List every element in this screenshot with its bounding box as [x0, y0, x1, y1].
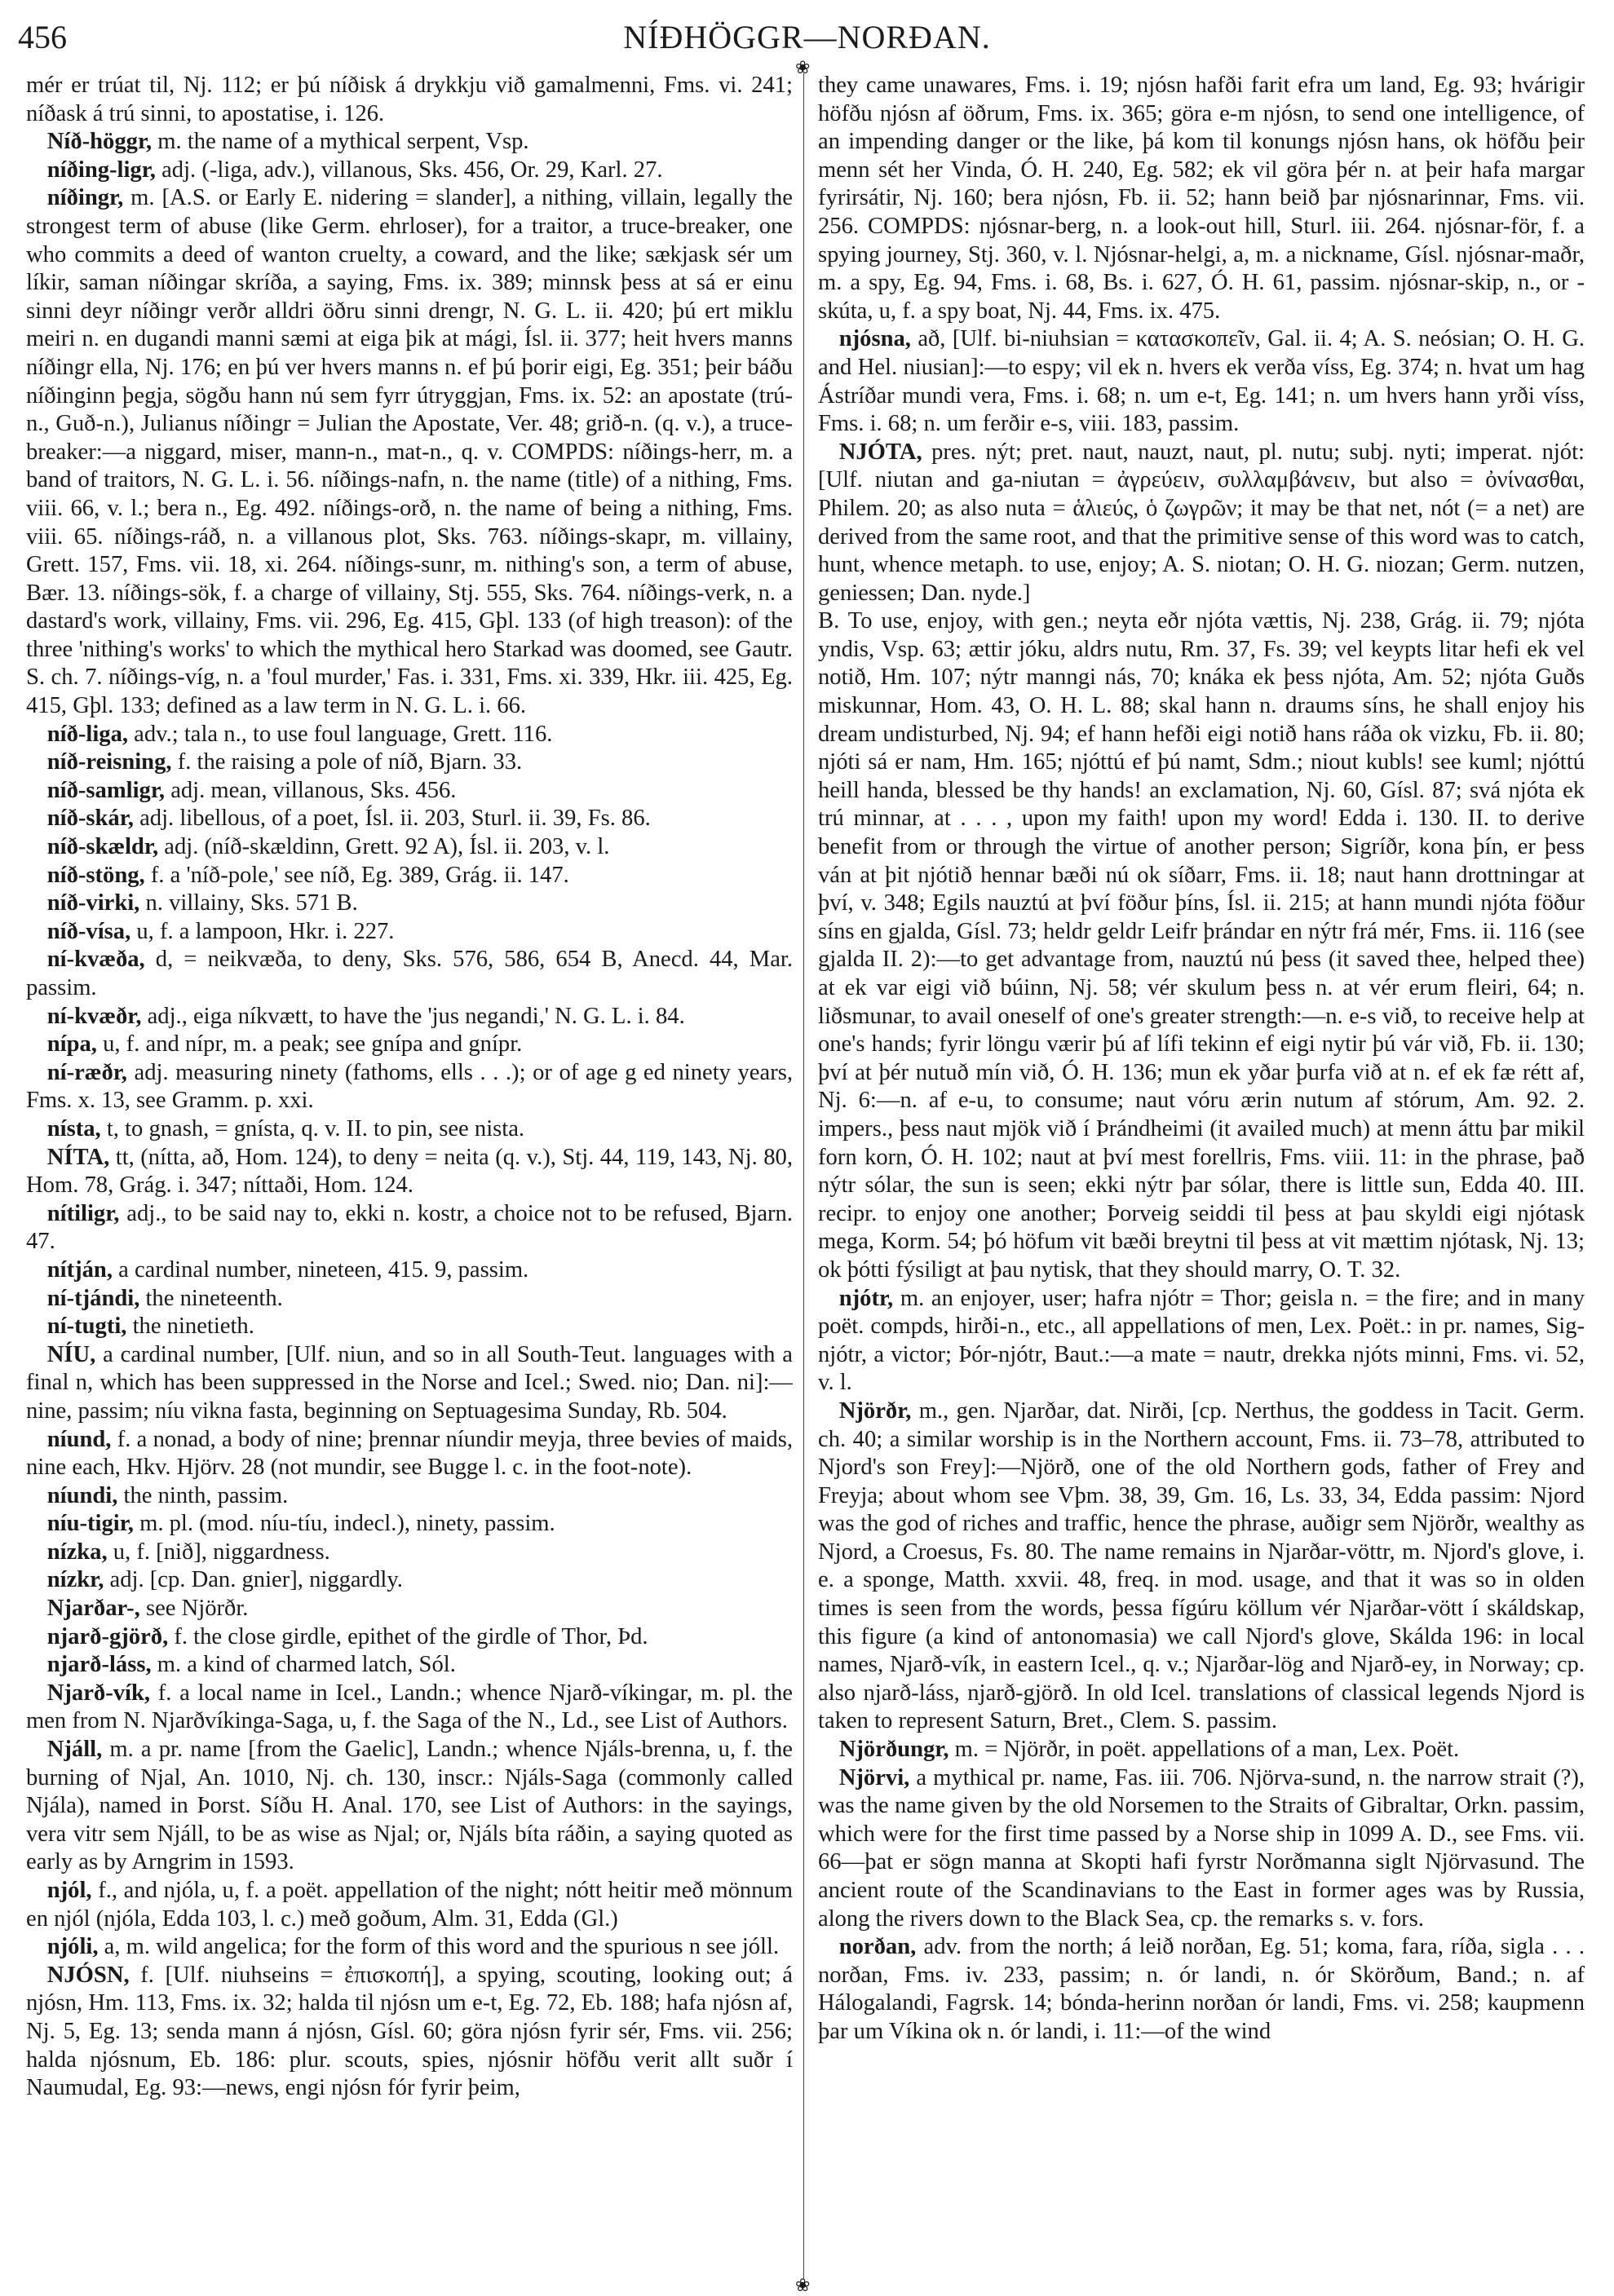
headword: níð-reisning, [46, 749, 172, 775]
entry-text: t, to gnash, = gnísta, q. v. II. to pin, see nista. [100, 1115, 525, 1141]
dictionary-entry [26, 1003, 793, 1031]
entry-text: adj. libellous, of a poet, Ísl. ii. 203, Sturl. ii. 39, Fs. 86. [133, 806, 651, 832]
entry-text: f. a nonad, a body of nine; þrennar níundir meyja, three bevies of maids, nine each, Hkv. Hjörv. 28 (not mundir, see Bugge l. c. in the foot-note). [26, 1426, 793, 1481]
dictionary-entry [26, 1426, 793, 1482]
entry-text: m. an enjoyer, user; hafra njótr = Thor; geisla n. = the fire; and in many poët. compds, hirði-n., etc., all appellations of men, Lex. Poët.: in pr. names, Sig-njótr, a victor; Þór-njótr, Baut.:—a mate = nautr, drekka njóts minni, Fms. vi. 52, v. l. [818, 1285, 1585, 1396]
headword: ní-tjándi, [46, 1285, 140, 1311]
dictionary-entry [26, 1595, 793, 1623]
headword: Níð-höggr, [46, 129, 153, 155]
entry-text: adj., eiga níkvætt, to have the 'jus negandi,' N. G. L. i. 84. [141, 1003, 685, 1029]
dictionary-entry [26, 918, 793, 947]
headword: njarð-gjörð, [46, 1623, 169, 1649]
dictionary-entry [26, 805, 793, 833]
headword: nítiligr, [46, 1200, 120, 1226]
headword: níð-vísa, [46, 918, 131, 944]
dictionary-entry [26, 721, 793, 749]
dictionary-entry [26, 1115, 793, 1144]
headword: ní-kvæða, [46, 947, 145, 973]
headword: ní-ræðr, [46, 1059, 127, 1085]
column-divider [803, 73, 804, 2279]
entry-text: f. a 'níð-pole,' see níð, Eg. 389, Grág. ii. 147. [144, 862, 569, 888]
entry-text: adv.; tala n., to use foul language, Grett. 116. [128, 721, 553, 747]
headword: Njörvi, [838, 1764, 910, 1790]
entry-text: að, [Ulf. bi-niuhsian = κατασκοπεῖν, Gal. ii. 4; A. S. neósian; O. H. G. and Hel. niusian]:—to espy; vil ek n. hvers ek verða víss, Eg. 374; n. hvat um hag Ástríðar mundi vera, Fms. i. 68; n. um e-t, Eg. 141; n. um hvers hann yrði víss, Fms. i. 68; n. um ferðir e-s, viii. 183, passim. [818, 326, 1585, 437]
headword: níund, [46, 1426, 112, 1452]
entry-text: f., and njóla, u, f. a poët. appellation of the night; nótt heitir með mönnum en njól (njóla, Edda 103, l. c.) með goðum, Alm. 31, Edda (Gl.) [26, 1878, 793, 1932]
entry-text: the ninetieth. [126, 1314, 254, 1340]
entry-text: they came unawares, Fms. i. 19; njósn hafði farit efra um land, Eg. 93; hvárigir höfðu njósn af öðrum, Fms. ix. 365; göra e-m njósn, to send one intelligence, of an impending danger or the like, þá kom til konungs njósn hans, ok höfðu þeir menn sét her Vinda, Ó. H. 240, Eg. 582; ek vil göra þér n. at þeir hafa margar fyrirsátir, Nj. 160; bera njósn, Fb. ii. 52; hann beið þar njósnarinnar, Fms. vii. 256. COMPDS: njósnar-berg, n. a look-out hill, Sturl. iii. 264. njósnar-för, f. a spying journey, Stj. 360, v. l. Njósnar-helgi, a, m. a nickname, Gísl. njósnar-maðr, m. a spy, Eg. 94, Fms. i. 68, Bs. i. 627, Ó. H. 61, passim. njósnar-skip, n., or -skúta, u, f. a spy boat, Nj. 44, Fms. ix. 475. [818, 73, 1585, 324]
entry-text: m. = Njörðr, in poët. appellations of a man, Lex. Poët. [949, 1737, 1460, 1763]
entry-text: d, = neikvæða, to deny, Sks. 576, 586, 654 B, Anecd. 44, Mar. passim. [26, 947, 793, 1000]
dictionary-entry [26, 1651, 793, 1680]
entry-text: adj. measuring ninety (fathoms, ells . . .); or of age g ed ninety years, Fms. x. 13, see Gramm. p. xxi. [26, 1059, 793, 1114]
dictionary-entry [26, 1144, 793, 1200]
dictionary-entry [26, 184, 793, 720]
dictionary-entry [818, 325, 1585, 438]
headword: ní-tugti, [46, 1314, 127, 1340]
dictionary-entry [818, 1285, 1585, 1397]
entry-text: u, f. [nið], niggardness. [107, 1539, 330, 1565]
headword: níð-skældr, [46, 834, 159, 860]
entry-text: f. the raising a pole of níð, Bjarn. 33. [171, 749, 523, 775]
headword: níu-tigir, [46, 1511, 134, 1537]
right-column [818, 72, 1585, 2285]
dictionary-entry [26, 1059, 793, 1115]
dictionary-entry [26, 833, 793, 862]
dictionary-entry [26, 1566, 793, 1595]
headword: nísta, [46, 1115, 101, 1141]
dictionary-entry [26, 1200, 793, 1256]
entry-text: adj. [cp. Dan. gnier], niggardly. [104, 1567, 403, 1593]
headword: Njarð-vík, [46, 1680, 151, 1706]
dictionary-entry [818, 607, 1585, 1284]
entry-text: a mythical pr. name, Fas. iii. 706. Njörva-sund, n. the narrow strait (?), was the name given by the old Norsemen to the Straits of Gibraltar, Orkn. passim, which were for the first time passed by a Norse ship in 1099 A. D., see Fms. vii. 66—þat er sögn manna at Skopti hafi fyrstr Norðmanna siglt Njörvasund. The ancient route of the Scandinavians to the East in former ages was by Russia, along the rivers down to the Black Sea, cp. the remarks s. v. fors. [818, 1764, 1585, 1932]
headword: níð-virki, [46, 890, 140, 916]
dictionary-entry [818, 439, 1585, 608]
dictionary-entry [26, 1877, 793, 1933]
dictionary-entry [26, 946, 793, 1002]
entry-text: tt, (nítta, að, Hom. 124), to deny = neita (q. v.), Stj. 44, 119, 143, Nj. 80, Hom. 78, Grág. i. 347; níttaði, Hom. 124. [26, 1144, 793, 1199]
entry-text: adj., to be said nay to, ekki n. kostr, a choice not to be refused, Bjarn. 47. [26, 1200, 793, 1255]
dictionary-entry [26, 1031, 793, 1059]
dictionary-entry [26, 862, 793, 890]
headword: NÍU, [46, 1341, 96, 1367]
headword: ní-kvæðr, [46, 1003, 142, 1029]
dictionary-entry [26, 1285, 793, 1314]
entry-text: a cardinal number, [Ulf. niun, and so in all South-Teut. languages with a final n, which has been suppressed in the Norse and Icel.; Swed. nio; Dan. ni]:—nine, passim; níu vikna fasta, beginning on Septuagesima Sunday, Rb. 504. [26, 1341, 793, 1424]
dictionary-entry [818, 72, 1585, 325]
dictionary-entry [26, 1256, 793, 1285]
entry-text: u, f. a lampoon, Hkr. i. 227. [130, 918, 395, 944]
dictionary-entry [26, 128, 793, 157]
entry-text: adv. from the north; á leið norðan, Eg. 51; koma, fara, ríða, sigla . . . norðan, Fms. iv. 233, passim; n. ór landi, n. ór Skörðum, Band.; n. af Hálogalandi, Fagrsk. 14; bónda-herinn norðan ór landi, Fms. vi. 258; kaupmenn þar um Víkina ok n. ór landi, i. 11:—of the wind [818, 1934, 1585, 2044]
headword: Njörðungr, [838, 1737, 949, 1763]
dictionary-entry [26, 748, 793, 777]
dictionary-entry [26, 1539, 793, 1567]
headword: níðing-ligr, [46, 157, 156, 183]
dictionary-entry [818, 1736, 1585, 1764]
entry-text: B. To use, enjoy, with gen.; neyta eðr njóta vættis, Nj. 238, Grág. ii. 79; njóta yndis, Vsp. 63; ættir jóku, aldrs nutu, Rm. 37, Fs. 39; vel keypts litar hefi ek vel notið, Hm. 107; nýtr manngi nás, 70; knáka ek þess njóta, Am. 52; njóta Guðs miskunnar, Hom. 43, O. H. L. 88; skal hann n. draums síns, he shall enjoy his dream undisturbed, Nj. 94; ef hann hefði eigi notið hans ráða ok vizku, Fb. ii. 80; njóti sá er nam, Hm. 165; njóttú ef þú namt, Sdm.; niout kubls! see kuml; njóttú heill handa, blessed be thy hands! an exclamation, Nj. 60, Gísl. 87; svá njóta ek trú minnar, at . . . , upon my faith! upon my word! Edda i. 130. II. to derive benefit from or through the virtue of another person; Sigríðr, kona þín, er þess ván at þit njótið hennar bæði nú ok síðarr, Fms. ii. 18; naut hann drottningar at því, v. 348; Egils nauztú at því föður þíns, Ísl. ii. 215; at hann mundi njóta föður síns en gjalda, Gísl. 73; heldr geldr Leifr þrándar en nýtr frá mér, Fms. ii. 116 (see gjalda II. 2):—to get advantage from, nauztú nú þess (it saved thee, helped thee) at ek var eigi við búinn, Nj. 58; vér skulum þess n. at vér erum fleiri, 64; n. liðsmunar, to avail oneself of one's greater strength:—n. e-s við, to receive help at one's hands; fyrir löngu værir þú af lífi tekinn ef eigi nytir þú vár við, Fb. ii. 130; því at þér nutuð mín við, Ó. H. 136; mun ek yðar þurfa við at n. ef ek fæ rétt af, Nj. 6:—n. af e-u, to consume; naut vóru ærin nutum af stórum, Am. 92. 2. impers., þess naut mjök við í Þrándheimi (it availed much) at menn áttu þar mikil forn korn, Ó. H. 102; naut at því mest forellris, Fms. viii. 11: in the phrase, það nýtr sólar, the sun is seen; ekki nýtr þar sólar, there is little sun, Edda 40. III. recipr. to enjoy one another; Þorveig seiddi til þess at þau skyldi eigi njótask mega, Korm. 54; þó höfum vit bæði breytni til þess at vit mættim njótask, Nj. 13; ok þótti fýsiligt at þau nytisk, that they should marry, O. T. 32. [818, 608, 1585, 1283]
headword: NJÓSN, [46, 1962, 130, 1988]
headword: níð-stöng, [46, 862, 145, 888]
page-number: 456 [18, 19, 67, 55]
dictionary-entry [818, 1764, 1585, 1934]
headword: Njarðar-, [46, 1596, 140, 1622]
headword: njól, [46, 1878, 92, 1903]
headword: njósna, [838, 326, 911, 352]
dictionary-entry [26, 1482, 793, 1511]
dictionary-entry [26, 1962, 793, 2103]
entry-text: adj. (-liga, adv.), villanous, Sks. 456, Or. 29, Karl. 27. [155, 157, 663, 183]
entry-text: u, f. and nípr, m. a peak; see gnípa and gnípr. [96, 1031, 523, 1057]
entry-text: the ninth, passim. [117, 1482, 289, 1508]
entry-text: adj. mean, villanous, Sks. 456. [165, 777, 457, 803]
entry-text: m. the name of a mythical serpent, Vsp. [152, 129, 529, 155]
dictionary-entry [26, 157, 793, 185]
entry-text: a, m. wild angelica; for the form of this word and the spurious n see jóll. [98, 1934, 780, 1960]
headword: níðingr, [46, 185, 124, 211]
headword: NJÓTA, [838, 439, 922, 465]
headword: Njáll, [46, 1737, 103, 1763]
dictionary-entry [26, 1510, 793, 1539]
headword: nízka, [46, 1539, 108, 1565]
headword: níð-samligr, [46, 777, 166, 803]
left-column [26, 72, 793, 2285]
headword: níundi, [46, 1482, 118, 1508]
entry-text: m. [A.S. or Early E. nidering = slander], a nithing, villain, legally the strongest term of abuse (like Germ. ehrloser), for a traitor, a truce-breaker, one who commits a deed of wanton cruelty, a coward, and the like; sækjask sér um líkir, saman níðingar skríða, a saying, Fms. ix. 389; minnsk þess at sá er einu sinni deyr níðingr verðr alldri öðru sinni drengr, N. G. L. ii. 420; þú ert miklu meiri n. en dugandi manni sæmi at eiga þik at mági, Ísl. ii. 377; heit hvers manns níðingr ella, Nj. 176; en þú ver hvers manns n. ef þú þorir eigi, Eg. 351; þeir báðu níðinginn þegja, sögðu hann nú sem fyrr útryggjan, Fms. ix. 52: an apostate (trú-n., Guð-n.), Julianus níðingr = Julian the Apostate, Ver. 48; grið-n. (q. v.), a truce-breaker:—a niggard, miser, mann-n., mat-n., q. v. COMPDS: níðings-herr, m. a band of traitors, N. G. L. i. 56. níðings-nafn, n. the name (title) of a nithing, Fms. viii. 66, v. l.; bera n., Eg. 492. níðings-orð, n. the name of being a nithing, Fms. viii. 65. níðings-ráð, n. a villanous plot, Sks. 763. níðings-skapr, m. villainy, Grett. 157, Fms. vii. 18, xi. 264. níðings-sunr, m. nithing's son, a term of abuse, Bær. 13. níðings-sök, f. a charge of villainy, Stj. 555, Sks. 764. níðings-verk, n. a dastard's work, villainy, Fms. vii. 296, Eg. 415, Gþl. 133 (of high treason): of the three 'nithing's works' to which the mythical hero Starkad was doomed, see Gautr. S. ch. 7. níðings-víg, n. a 'foul murder,' Fas. i. 331, Fms. xi. 339, Hkr. iii. 425, Eg. 415, Gþl. 133; defined as a law term in N. G. L. i. 66. [26, 185, 793, 719]
entry-text: mér er trúat til, Nj. 112; er þú níðisk á drykkju við gamalmenni, Fms. vi. 241; níðask á trú sinni, to apostatise, i. 126. [26, 73, 793, 126]
headword: norðan, [838, 1934, 917, 1960]
headword: níð-skár, [46, 806, 134, 832]
entry-text: m. pl. (mod. níu-tíu, indecl.), ninety, passim. [133, 1511, 555, 1537]
headword: njarð-láss, [46, 1652, 152, 1678]
dictionary-entry [818, 1933, 1585, 2046]
entry-text: a cardinal number, nineteen, 415. 9, passim. [112, 1256, 529, 1283]
headword: NÍTA, [46, 1144, 110, 1170]
headword: Njörðr, [838, 1397, 912, 1424]
dictionary-entry [26, 1736, 793, 1877]
ornament-top-icon: ❀ [795, 57, 811, 77]
headword: nízkr, [46, 1567, 104, 1593]
entry-text: the nineteenth. [139, 1285, 283, 1311]
entry-text: n. villainy, Sks. 571 B. [139, 890, 358, 916]
entry-text: m. a kind of charmed latch, Sól. [151, 1652, 456, 1678]
dictionary-entry [26, 1933, 793, 1962]
entry-text: f. a local name in Icel., Landn.; whence Njarð-víkingar, m. pl. the men from N. Njarðvíkinga-Saga, u, f. the Saga of the N., Ld., see List of Authors. [26, 1680, 793, 1734]
entry-text: m. a pr. name [from the Gaelic], Landn.; whence Njáls-brenna, u, f. the burning of Njal, An. 1010, Nj. ch. 130, inscr.: Njáls-Saga (commonly called Njála), named in Þorst. Síðu H. Anal. 170, see List of Authors: in the sayings, vera vitr sem Njáll, to be as wise as Njal; or, Njáls bíta ráðin, a saying quoted as early as by Arngrim in 1593. [26, 1737, 793, 1875]
dictionary-entry [26, 1680, 793, 1736]
entry-text: f. [Ulf. niuhseins = ἐπισκοπή], a spying, scouting, looking out; á njósn, Hm. 113, Fms. ix. 32; halda til njósn um e-t, Eg. 72, Eb. 188; hafa njósn af, Nj. 5, Eg. 13; senda mann á njósn, Gísl. 60; göra njósn fyrir sér, Fms. vii. 256; halda njósnum, Eb. 186: plur. scouts, spies, njósnir höfðu verit allt suðr í Naumudal, Eg. 93:—news, engi njósn fór fyrir þeim, [26, 1962, 793, 2101]
headword: njóli, [46, 1934, 99, 1960]
running-head-title: NÍÐHÖGGR—NORÐAN. [623, 19, 991, 55]
headword: nítján, [46, 1256, 113, 1283]
entry-text: pres. nýt; pret. naut, nauzt, naut, pl. nutu; subj. nyti; imperat. njót: [Ulf. niutan and ga-niutan = ἀγρεύειν, συλλαμβάνειν, but also = ὀνίνασθαι, Philem. 20; as also nuta = ἁλιεύς, ὁ ζωγρῶν; it may be that net, nót (= a net) are derived from the same root, and that the primitive sense of this word was to catch, hunt, whence metaph. to use, enjoy; A. S. niotan; O. H. G. niozan; Germ. nutzen, geniessen; Dan. nyde.] [818, 439, 1585, 606]
dictionary-entry [818, 1397, 1585, 1736]
headword: njótr, [838, 1285, 894, 1311]
ornament-bottom-icon: ❀ [795, 2275, 811, 2295]
entry-text: m., gen. Njarðar, dat. Nirði, [cp. Nerthus, the goddess in Tacit. Germ. ch. 40; a similar worship is in the Northern account, Fms. ii. 73–78, attributed to Njord's son Frey]:—Njörð, one of the old Northern gods, father of Frey and Freyja; about whom see Vþm. 38, 39, Gm. 16, Ls. 33, 34, Edda passim: Njord was the god of riches and traffic, hence the phrase, auðigr sem Njörðr, wealthy as Njord, a Croesus, Fs. 80. The name remains in Njarðar-vöttr, m. Njord's glove, i. e. a sponge, Matth. xxvii. 48, freq. in mod. usage, and that it was so in olden times is seen from the words, þessa fígúru köllum vér Njarðar-vött í skáldskap, this figure (a kind of antonomasia) we call Njord's glove, Skálda 196: in local names, Njarð-vík, in eastern Icel., q. v.; Njarðar-lög and Njarð-ey, in Norway; cp. also njarð-láss, njarð-gjörð. In old Icel. translations of classical legends Njord is taken to represent Saturn, Bret., Clem. S. passim. [818, 1397, 1585, 1734]
entry-text: see Njörðr. [139, 1596, 249, 1622]
dictionary-entry [26, 1341, 793, 1426]
entry-text: f. the close girdle, epithet of the girdle of Thor, Þd. [168, 1623, 648, 1649]
entry-text: adj. (níð-skældinn, Grett. 92 A), Ísl. ii. 203, v. l. [158, 834, 610, 860]
headword: nípa, [46, 1031, 97, 1057]
dictionary-entry [26, 777, 793, 806]
dictionary-entry [26, 72, 793, 128]
dictionary-entry [26, 890, 793, 918]
dictionary-entry [26, 1623, 793, 1652]
headword: níð-liga, [46, 721, 129, 747]
dictionary-entry [26, 1313, 793, 1341]
